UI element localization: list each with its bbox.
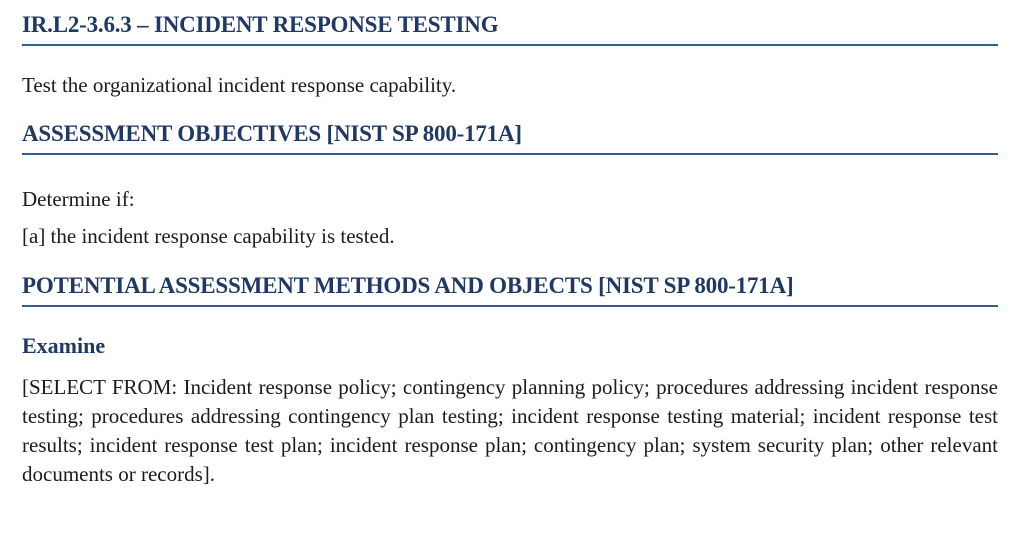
examine-select-from-text: [SELECT FROM: Incident response policy; contingency planning policy; procedures addressing incident response testing; procedures addressing contingency plan testing; incident response testing material; incident response test results; incident response test plan; incident response plan; contingency plan; system security plan; other relevant documents or records]. (22, 375, 998, 486)
examine-label: Examine (22, 333, 106, 358)
control-heading: IR.L2-3.6.3 – INCIDENT RESPONSE TESTING (22, 12, 998, 46)
objective-item-a: [a] the incident response capability is tested. (22, 224, 395, 248)
determine-if-label: Determine if: (22, 187, 135, 211)
control-statement: Test the organizational incident response capability. (22, 73, 457, 97)
assessment-objectives-heading: ASSESSMENT OBJECTIVES [NIST SP 800-171A] (22, 121, 998, 155)
assessment-methods-heading: POTENTIAL ASSESSMENT METHODS AND OBJECTS [NIST SP 800-171A] (22, 273, 998, 307)
